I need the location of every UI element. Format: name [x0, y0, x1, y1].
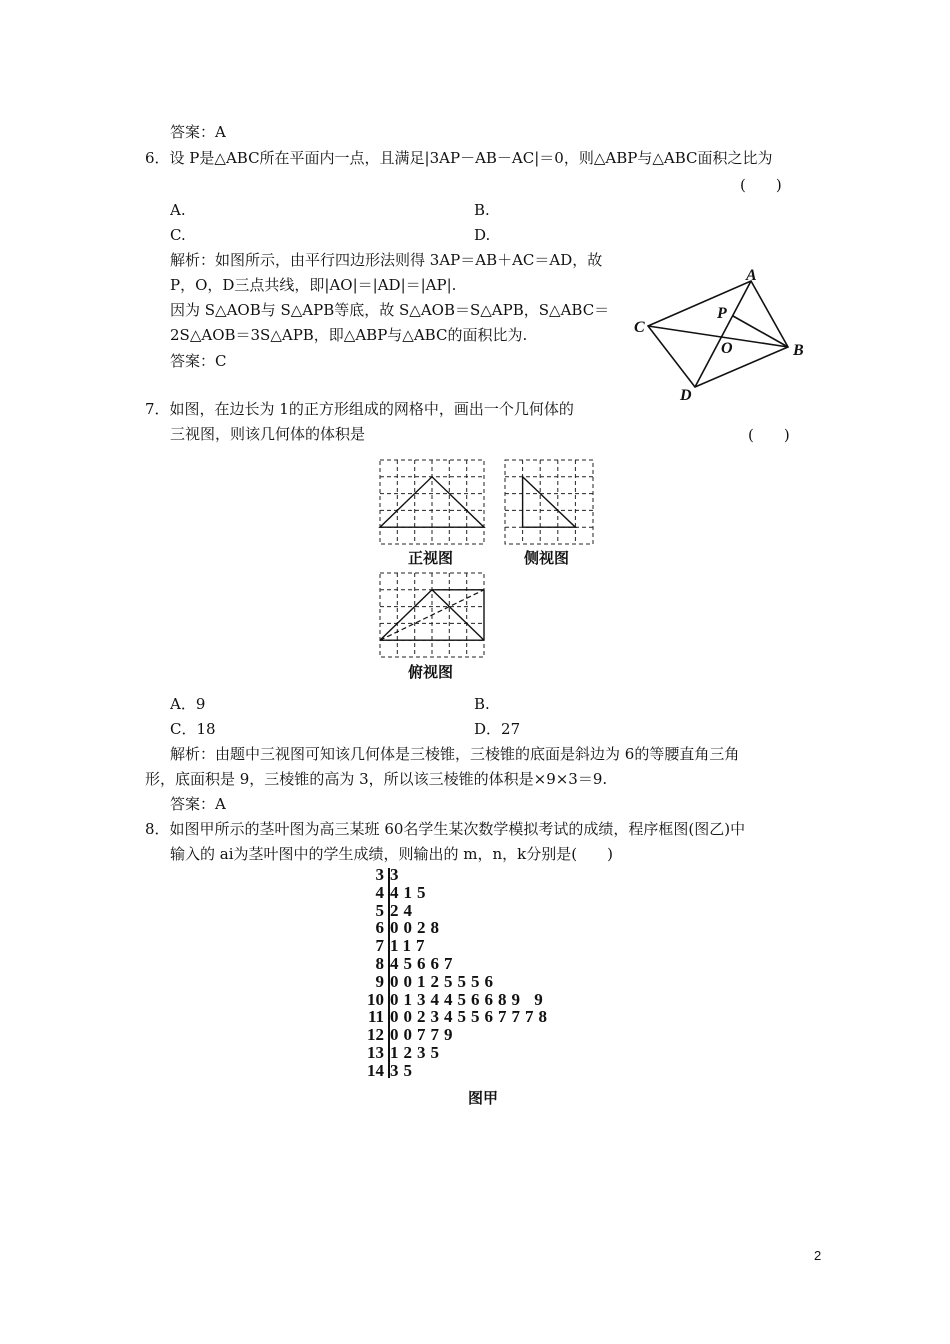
- top-view-figure: [378, 571, 486, 659]
- q7-answer: 答案：A: [170, 795, 226, 813]
- side-view-caption: 侧视图: [524, 549, 570, 567]
- q6-stem-line: 6．设 P是△ABC所在平面内一点，且满足|3AP－AB－AC|＝0，则△ABP与△ABC面积之比为: [145, 149, 773, 167]
- q7-option-d: D．27: [474, 720, 521, 738]
- label-c: C: [634, 319, 645, 336]
- q8-stem-line-2: 输入的 ai为茎叶图中的学生成绩，则输出的 m，n，k分别是( ): [170, 845, 613, 863]
- side-view-figure: [503, 458, 595, 546]
- q6-option-c: C.: [170, 226, 186, 244]
- q6-solution-line-3: 因为 S△AOB与 S△APB等底，故 S△AOB＝S△APB，S△ABC＝: [170, 301, 610, 319]
- q6-option-a: A.: [170, 201, 186, 219]
- stem-leaf-row: 3 3: [375, 865, 404, 884]
- q6-option-d: D.: [474, 226, 491, 244]
- page-number: 2: [814, 1248, 822, 1263]
- q7-solution-line-1: 解析：由题中三视图可知该几何体是三棱锥，三棱锥的底面是斜边为 6的等腰直角三角: [170, 745, 740, 763]
- q5-answer: 答案：A: [170, 123, 226, 141]
- stem-leaf-plot: [358, 866, 552, 1080]
- label-b: B: [793, 342, 804, 359]
- stem-leaf-divider: [388, 868, 390, 1078]
- label-p: P: [717, 305, 727, 322]
- top-view-caption: 俯视图: [408, 663, 454, 681]
- stem-leaf-row: 4 415: [375, 882, 431, 902]
- stem-leaf-row: 7 117: [375, 936, 430, 956]
- front-view-caption: 正视图: [408, 549, 454, 567]
- stem-leaf-row: 6 0028: [375, 918, 444, 938]
- stem-leaf-row: 13 1235: [367, 1042, 444, 1062]
- q6-solution-line-2: P，O，D三点共线，即|AO|＝|AD|＝|AP|.: [170, 276, 457, 294]
- stem-leaf-row: 9 00125556: [375, 971, 498, 991]
- parallelogram-outline: [648, 281, 788, 387]
- stem-leaf-row: 10 0134456689 9: [367, 989, 548, 1009]
- stem-leaf-row: 5 24: [375, 900, 417, 920]
- stem-leaf-row: 12 00779: [367, 1025, 458, 1045]
- front-view-figure: [378, 458, 486, 546]
- q8-stem-line-1: 8．如图甲所示的茎叶图为高三某班 60名学生某次数学模拟考试的成绩，程序框图(图乙)中: [145, 820, 746, 838]
- stem-leaf-row: 8 45667: [375, 953, 458, 973]
- q7-answer-paren: ( ): [748, 426, 790, 444]
- label-d: D: [680, 387, 692, 404]
- q7-stem-line-2: 三视图，则该几何体的体积是: [170, 425, 366, 443]
- stem-leaf-caption: 图甲: [468, 1089, 499, 1107]
- label-a: A: [746, 267, 757, 284]
- q7-option-c: C．18: [170, 720, 216, 738]
- q6-option-b: B.: [474, 201, 490, 219]
- q6-solution-line-1: 解析：如图所示，由平行四边形法则得 3AP＝AB＋AC＝AD，故: [170, 251, 603, 269]
- q6-parallelogram-figure: [628, 262, 818, 404]
- stem-leaf-row: 14 35: [367, 1060, 417, 1080]
- q6-answer-paren: ( ): [740, 176, 782, 194]
- stem-leaf-row: 11 002345567778: [367, 1007, 552, 1027]
- q6-answer: 答案：C: [170, 352, 227, 370]
- q7-option-a: A．9: [170, 695, 206, 713]
- q7-solution-line-2: 形，底面积是 9，三棱锥的高为 3，所以该三棱锥的体积是×9×3＝9.: [145, 770, 608, 788]
- q6-solution-line-4: 2S△AOB＝3S△APB，即△ABP与△ABC的面积比为.: [170, 326, 528, 344]
- label-o: O: [721, 340, 733, 357]
- q7-stem-line-1: 7．如图，在边长为 1的正方形组成的网格中，画出一个几何体的: [145, 400, 574, 418]
- q7-option-b: B.: [474, 695, 490, 713]
